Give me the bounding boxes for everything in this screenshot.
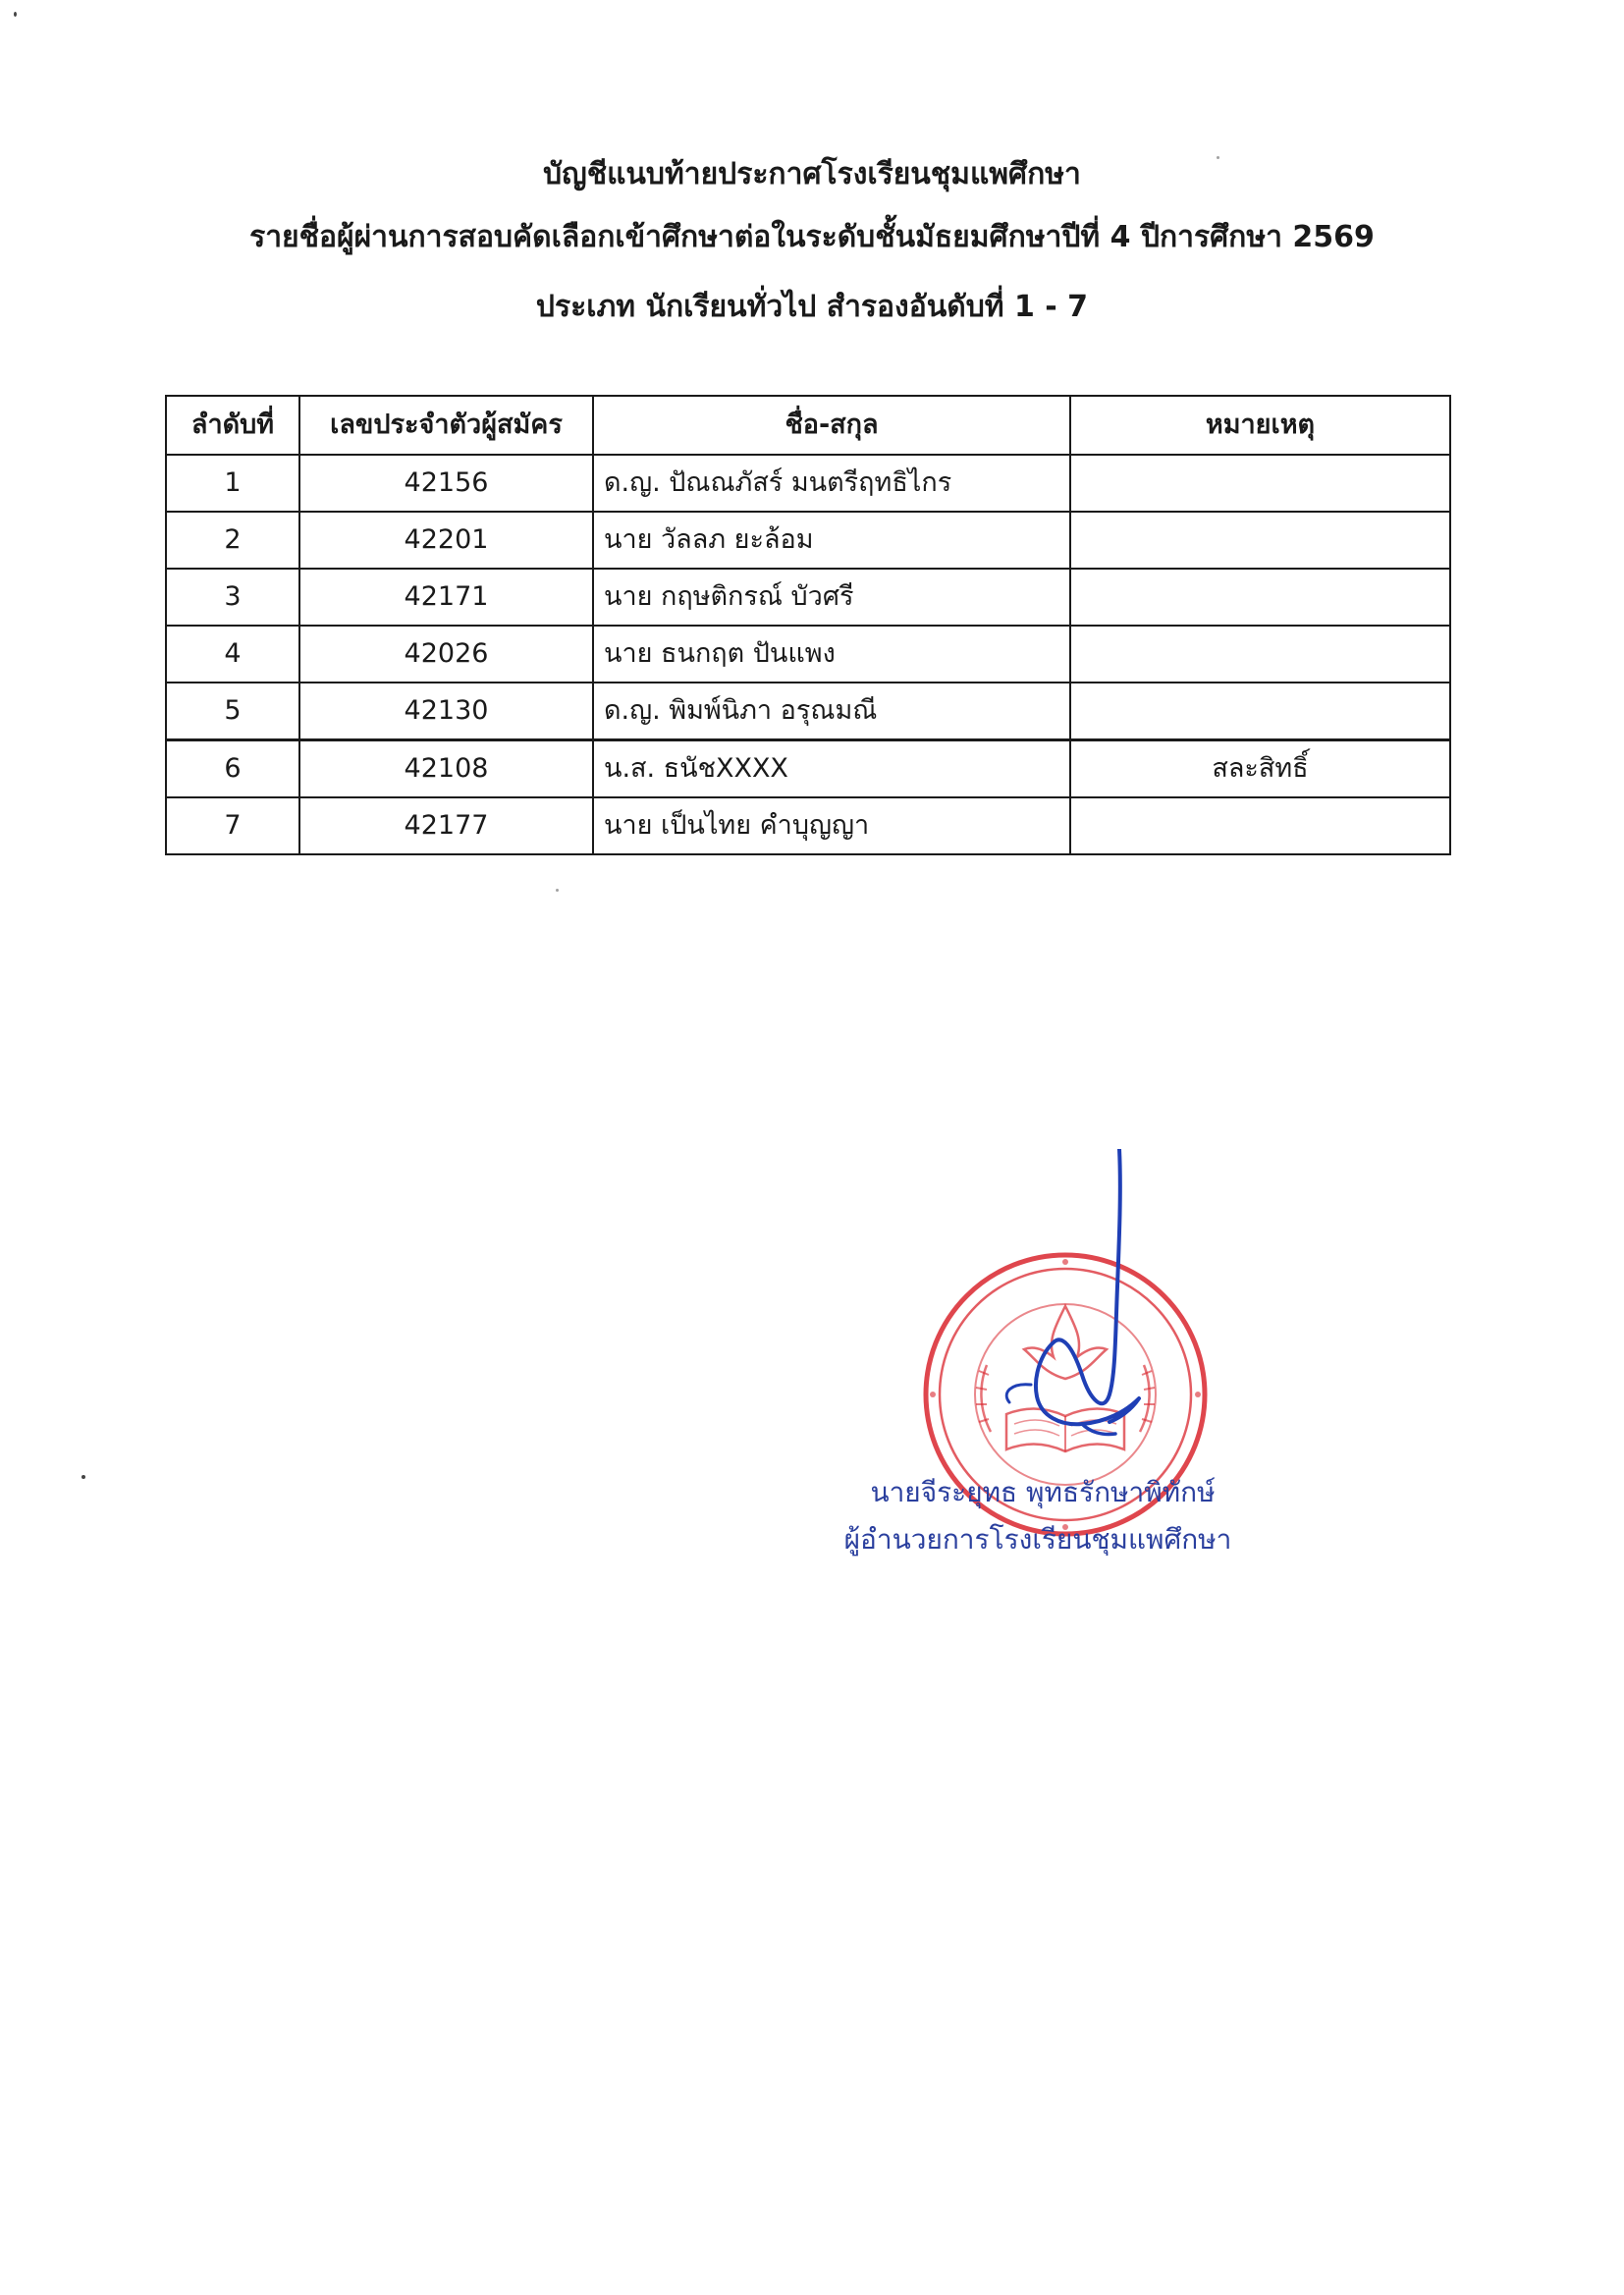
- cell-remark: [1070, 455, 1450, 512]
- title-line-3: ประเภท นักเรียนทั่วไป สำรองอันดับที่ 1 - 7: [535, 290, 1089, 324]
- cell-order: 1: [166, 455, 299, 512]
- scan-speck: [556, 889, 559, 892]
- table-row: [166, 626, 1450, 683]
- table-row: [166, 683, 1450, 740]
- cell-remark: [1070, 683, 1450, 740]
- scan-speck: [14, 12, 17, 17]
- cell-applicant-id: 42026: [299, 626, 593, 683]
- header-full-name: ชื่อ-สกุล: [593, 396, 1070, 455]
- cell-order: 6: [166, 740, 299, 798]
- cell-full-name: ด.ญ. พิมพ์นิภา อรุณมณี: [593, 683, 1070, 740]
- cell-full-name: นาย เป็นไทย คำบุญญา: [593, 797, 1070, 854]
- cell-order: 5: [166, 683, 299, 740]
- cell-full-name: นาย ธนกฤต ปันแพง: [593, 626, 1070, 683]
- cell-full-name: ด.ญ. ปัณณภัสร์ มนตรีฤทธิไกร: [593, 455, 1070, 512]
- cell-order: 2: [166, 512, 299, 569]
- table-row: [166, 797, 1450, 854]
- cell-order: 7: [166, 797, 299, 854]
- scan-speck: [81, 1475, 85, 1479]
- cell-order: 3: [166, 569, 299, 626]
- director-signature: [972, 1149, 1168, 1473]
- table-row: [166, 455, 1450, 512]
- cell-full-name: นาย กฤษติกรณ์ บัวศรี: [593, 569, 1070, 626]
- cell-remark: [1070, 626, 1450, 683]
- header-order: ลำดับที่: [166, 396, 299, 455]
- header-remark: หมายเหตุ: [1070, 396, 1450, 455]
- signatory-position: ผู้อำนวยการโรงเรียนชุมแพศึกษา: [843, 1523, 1232, 1556]
- cell-full-name: นาย วัลลภ ยะล้อม: [593, 512, 1070, 569]
- cell-applicant-id: 42201: [299, 512, 593, 569]
- cell-applicant-id: 42171: [299, 569, 593, 626]
- cell-applicant-id: 42130: [299, 683, 593, 740]
- cell-remark-forfeited: สละสิทธิ์: [1070, 740, 1450, 798]
- title-line-2: รายชื่อผู้ผ่านการสอบคัดเลือกเข้าศึกษาต่อในระดับชั้นมัธยมศึกษาปีที่ 4 ปีการศึกษา 2569: [249, 220, 1375, 254]
- table-header-row: [166, 396, 1450, 455]
- header-applicant-id: เลขประจำตัวผู้สมัคร: [299, 396, 593, 455]
- cell-applicant-id: 42108: [299, 740, 593, 798]
- table-row: [166, 569, 1450, 626]
- table-row: [166, 512, 1450, 569]
- cell-applicant-id: 42156: [299, 455, 593, 512]
- cell-remark: [1070, 569, 1450, 626]
- cell-applicant-id: 42177: [299, 797, 593, 854]
- title-line-1: บัญชีแนบท้ายประกาศโรงเรียนชุมแพศึกษา: [543, 157, 1081, 191]
- cell-full-name: น.ส. ธนัชXXXX: [593, 740, 1070, 798]
- table-row: [166, 740, 1450, 798]
- cell-remark: [1070, 512, 1450, 569]
- cell-order: 4: [166, 626, 299, 683]
- signatory-name: นายจีระยุทธ พุทธรักษาพิทักษ์: [870, 1476, 1216, 1508]
- scan-speck: [1217, 156, 1219, 159]
- cell-remark: [1070, 797, 1450, 854]
- results-table: [165, 395, 1451, 855]
